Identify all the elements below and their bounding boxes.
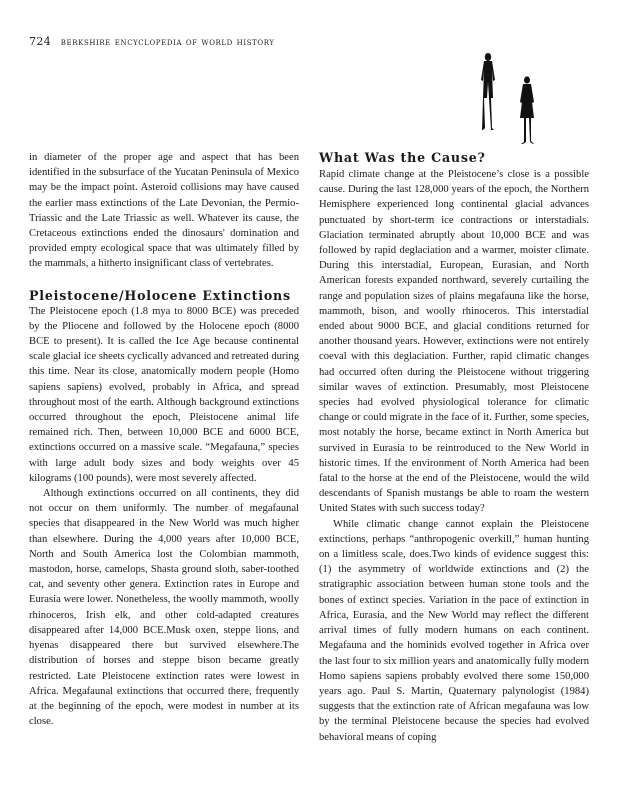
page-number: 724: [29, 35, 52, 48]
left-column: [29, 150, 299, 729]
right-column: [319, 150, 589, 745]
running-title: berkshire encyclopedia of world history: [60, 37, 275, 48]
left-paragraph-2: The Pleistocene epoch (1.8 mya to 8000 BCE) was preceded by the Pliocene and followed by the Holocene epoch (8000 BCE to present). It is called the Ice Age because continental scale glacial ice sheets cyclically advanced and retreated during this time. Near its close, anatomically modern people (Homo sapiens sapiens) evolved, probably in Africa, and spread throughout most of the earth. Although background extinctions occurred throughout the epoch, Pleistocene animal life remained rich. Then, between 10,000 BCE and 6000 BCE, extinctions occurred on a massive scale. “Megafauna,” species with large adult body sizes and body weights over 45 kilograms (100 pounds), were most severely affected.: [29, 305, 300, 484]
section-heading-cause: What Was the Cause?: [319, 150, 486, 165]
right-paragraph-2: While climatic change cannot explain the Pleistocene extinctions, perhaps “anthropogenic overkill,” human hunting on a limitless scale, does.Two kinds of evidence suggest this: (1) the asymmetry of worldwide extinctions and (2) the stratigraphic association between human stone tools and the bones of extinct species. Variation in the pace of extinction in Africa, Eurasia, and the New World may reflect the different arrival times of fully modern humans on each continent. Megafauna and the hominids evolved together in Africa over the last four to six million years and anatomically fully modern Homo sapiens sapiens probably evolved there some 150,000 years ago. Paul S. Martin, Quaternary palynologist (1984) suggests that the extinction rate of African megafauna was low by the terminal Pleistocene because the species had evolved behavioral means of coping: [319, 518, 589, 743]
running-head: [29, 35, 275, 48]
right-paragraph-1: Rapid climate change at the Pleistocene’s close is a possible cause. During the last 128,000 years of the epoch, the Northern Hemisphere experienced long continental glacial advances punctuated by short-term ice contractions or interstadials. Glaciation terminated abruptly about 10,000 BCE and was followed by rapid deglaciation and a warmer, moister climate. During this interstadial, European, Eurasian, and North American forests expanded northward, severely curtailing the range and population sizes of plains megafauna like the horse, mammoth, bison, and woolly rhinoceros. This interstadial ended about 9000 BCE, and glacial conditions returned for another thousand years. However, extinctions were not entirely coeval with this deglaciation. Further, rapid climatic changes had occurred often during the Pleistocene without triggering similar waves of extinction. Presumably, most Pleistocene species had evolved physiological tolerance for climatic change or could migrate in the face of it. Further, some species, most notably the horse, became extinct in North America but survived in Eurasia to be reintroduced to the New World in historic times. If the environment of North America had been fatal to the horse at the end of the Pleistocene, would the wild descendants of Spanish mustangs be able to roam the western United States with such success today?: [319, 169, 589, 515]
left-paragraph-1: in diameter of the proper age and aspect that has been identified in the subsurface of the Yucatan Peninsula of Mexico may be the impact point. Asteroid collisions may have caused the earlier mass extinctions of the Late Devonian, the Permio-Triassic and the Late Triassic as well. Whatever its cause, the Cretaceous extinctions ended the dinosaurs' domination and provided empty ecological space that was ultimately filled by the mammals, a hitherto insignificant class of vertebrates.: [29, 152, 299, 270]
left-paragraph-3: Although extinctions occurred on all continents, they did not occur on them uniformly. The number of megafaunal species that disappeared in the New World was much higher than elsewhere. During the 4,000 years after 10,000 BCE, North and South America lost the Colombian mammoth, mastodon, horse, camelops, Shasta ground sloth, saber-toothed cat, and seventy other genera. Extinction rates in Europe and Eurasia were lower. Nonetheless, the woolly mammoth, woolly rhinoceros, Irish elk, and other cold-adapted creatures disappeared after 14,000 BCE.Musk oxen, steppe lions, and hyenas disappeared there but survived elsewhere.The distribution of horses and steppe bison became greatly restricted. Late Pleistocene extinction rates were lowest in Africa. Megafaunal extinctions that occurred there, frequently at the beginning of the epoch, were modest in number at its close.: [29, 488, 299, 728]
figures-illustration-icon: [468, 50, 548, 150]
section-heading-pleistocene: Pleistocene/Holocene Extinctions: [29, 287, 291, 303]
